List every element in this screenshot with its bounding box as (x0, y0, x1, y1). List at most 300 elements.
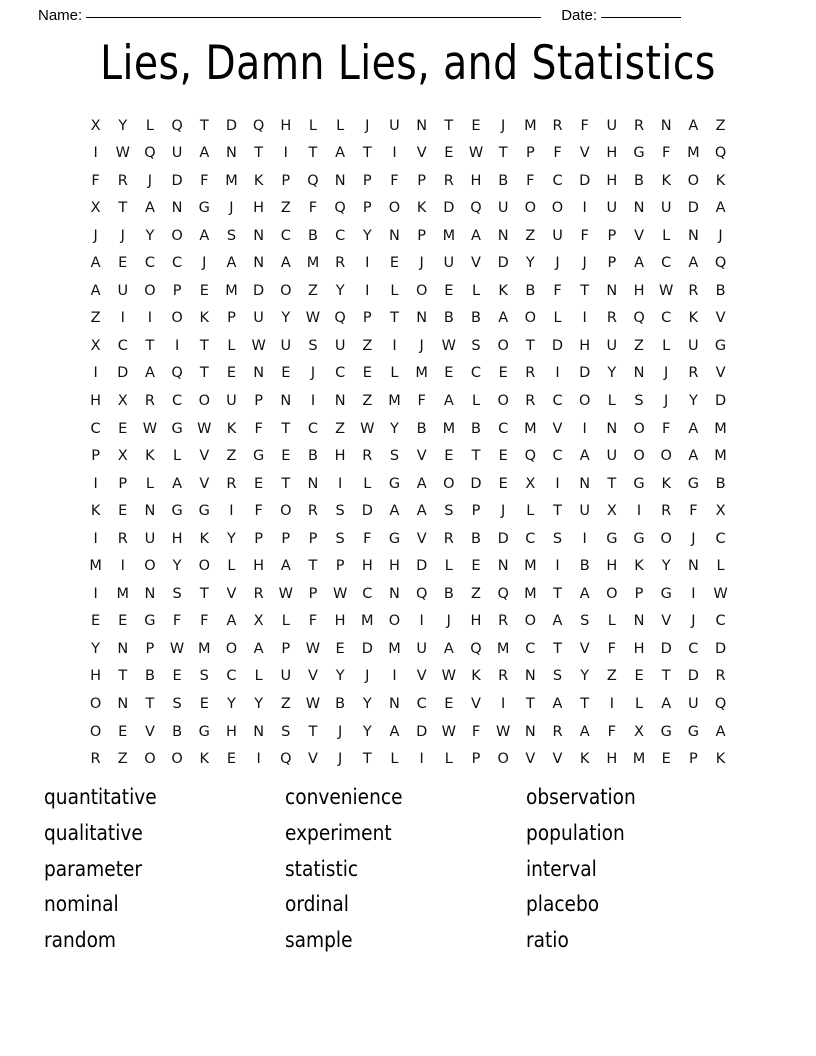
grid-letter[interactable]: K (199, 751, 210, 768)
grid-letter[interactable]: I (636, 503, 642, 520)
grid-letter[interactable]: F (254, 420, 263, 437)
grid-letter[interactable]: Z (362, 392, 373, 409)
grid-letter[interactable]: C (280, 227, 291, 244)
grid-letter[interactable]: D (551, 337, 564, 354)
grid-letter[interactable]: S (389, 448, 400, 465)
grid-letter[interactable]: I (310, 392, 316, 409)
grid-letter[interactable]: W (169, 640, 185, 657)
grid-letter[interactable]: N (633, 613, 645, 630)
grid-letter[interactable]: V (471, 696, 481, 712)
grid-letter[interactable]: A (552, 696, 563, 712)
grid-letter[interactable]: Z (715, 117, 726, 134)
grid-letter[interactable]: L (308, 117, 317, 134)
grid-letter[interactable]: V (552, 420, 563, 437)
grid-letter[interactable]: S (335, 530, 345, 547)
grid-letter[interactable]: E (444, 696, 454, 712)
grid-letter[interactable]: I (582, 200, 587, 217)
grid-letter[interactable]: L (390, 365, 399, 382)
grid-letter[interactable]: L (607, 392, 616, 409)
grid-letter[interactable]: E (226, 751, 237, 768)
grid-letter[interactable]: G (144, 613, 156, 630)
grid-letter[interactable]: E (172, 668, 182, 685)
grid-letter[interactable]: U (497, 200, 509, 217)
grid-letter[interactable]: Q (714, 255, 727, 272)
grid-letter[interactable]: Z (634, 337, 644, 354)
grid-letter[interactable]: Y (227, 530, 236, 547)
grid-letter[interactable]: N (579, 475, 591, 492)
grid-letter[interactable]: I (93, 530, 98, 547)
grid-letter[interactable]: P (254, 530, 263, 547)
grid-letter[interactable]: C (117, 337, 128, 354)
grid-letter[interactable]: I (147, 310, 153, 327)
grid-letter[interactable]: R (688, 365, 699, 382)
grid-letter[interactable]: Q (144, 145, 156, 162)
grid-letter[interactable]: D (253, 282, 265, 299)
grid-letter[interactable]: Z (280, 696, 291, 712)
grid-letter[interactable]: J (446, 613, 451, 630)
grid-letter[interactable]: E (281, 365, 291, 382)
word-list-item[interactable]: placebo (526, 892, 600, 918)
grid-letter[interactable]: A (389, 723, 400, 740)
grid-letter[interactable]: G (252, 448, 265, 465)
grid-letter[interactable]: I (555, 558, 560, 575)
grid-letter[interactable]: P (227, 310, 236, 327)
grid-letter[interactable]: A (688, 420, 699, 437)
grid-letter[interactable]: L (444, 558, 453, 575)
grid-letter[interactable]: X (606, 503, 617, 520)
grid-letter[interactable]: N (253, 227, 265, 244)
grid-letter[interactable]: K (661, 475, 671, 492)
grid-letter[interactable]: J (147, 172, 153, 189)
grid-letter[interactable]: Y (688, 392, 698, 409)
grid-letter[interactable]: H (280, 117, 292, 134)
grid-letter[interactable]: R (661, 503, 672, 520)
grid-letter[interactable]: S (471, 337, 481, 354)
grid-letter[interactable]: C (715, 530, 726, 547)
grid-letter[interactable]: R (525, 392, 536, 409)
grid-letter[interactable]: R (498, 613, 509, 630)
grid-letter[interactable]: T (308, 723, 318, 740)
grid-letter[interactable]: Z (471, 585, 481, 602)
grid-letter[interactable]: F (254, 503, 263, 520)
grid-letter[interactable]: V (308, 668, 318, 685)
grid-letter[interactable]: M (632, 751, 646, 768)
grid-letter[interactable]: Z (307, 282, 318, 299)
grid-letter[interactable]: N (633, 200, 645, 217)
word-list-item[interactable]: interval (526, 856, 597, 882)
grid-letter[interactable]: B (579, 558, 590, 575)
grid-letter[interactable]: F (662, 145, 671, 162)
grid-letter[interactable]: N (524, 668, 536, 685)
grid-letter[interactable]: Q (334, 200, 346, 217)
grid-letter[interactable]: O (144, 558, 156, 575)
grid-letter[interactable]: A (389, 503, 400, 520)
grid-letter[interactable]: U (552, 227, 563, 244)
grid-letter[interactable]: A (552, 613, 563, 630)
grid-letter[interactable]: B (715, 282, 726, 299)
word-list-item[interactable]: ordinal (285, 892, 349, 918)
grid-letter[interactable]: X (90, 337, 101, 354)
grid-letter[interactable]: E (444, 448, 454, 465)
grid-letter[interactable]: T (390, 310, 399, 327)
grid-letter[interactable]: R (443, 172, 454, 189)
grid-letter[interactable]: R (335, 255, 346, 272)
grid-letter[interactable]: J (337, 751, 343, 768)
grid-letter[interactable]: M (89, 558, 102, 575)
grid-letter[interactable]: E (498, 448, 508, 465)
grid-letter[interactable]: M (116, 585, 130, 602)
grid-letter[interactable]: P (607, 227, 617, 244)
grid-letter[interactable]: I (93, 585, 98, 602)
grid-letter[interactable]: A (443, 640, 454, 657)
grid-letter[interactable]: U (171, 145, 183, 162)
grid-letter[interactable]: E (471, 117, 481, 134)
grid-letter[interactable]: G (198, 200, 210, 217)
grid-letter[interactable]: I (555, 365, 560, 382)
grid-letter[interactable]: A (715, 723, 726, 740)
grid-letter[interactable]: A (443, 392, 454, 409)
grid-letter[interactable]: P (417, 172, 427, 189)
grid-letter[interactable]: O (497, 392, 509, 409)
grid-letter[interactable]: Y (390, 420, 399, 437)
grid-letter[interactable]: T (281, 420, 291, 437)
grid-letter[interactable]: I (582, 530, 587, 547)
grid-letter[interactable]: Q (470, 640, 482, 657)
grid-letter[interactable]: A (715, 200, 726, 217)
grid-letter[interactable]: C (172, 255, 183, 272)
grid-letter[interactable]: R (688, 282, 699, 299)
grid-letter[interactable]: G (633, 530, 645, 547)
grid-letter[interactable]: N (253, 365, 265, 382)
grid-letter[interactable]: S (634, 392, 644, 409)
grid-letter[interactable]: V (416, 668, 427, 685)
grid-letter[interactable]: A (416, 475, 427, 492)
grid-letter[interactable]: D (579, 172, 591, 189)
grid-letter[interactable]: N (389, 227, 400, 244)
grid-letter[interactable]: E (118, 503, 128, 520)
grid-letter[interactable]: F (526, 172, 535, 189)
grid-letter[interactable]: M (361, 613, 374, 630)
grid-letter[interactable]: E (444, 365, 454, 382)
grid-letter[interactable]: O (551, 200, 564, 217)
grid-letter[interactable]: A (579, 723, 590, 740)
grid-letter[interactable]: H (90, 392, 102, 409)
grid-letter[interactable]: C (144, 255, 155, 272)
grid-letter[interactable]: U (688, 337, 699, 354)
grid-letter[interactable]: U (280, 337, 292, 354)
grid-letter[interactable]: H (633, 640, 645, 657)
grid-letter[interactable]: F (363, 530, 372, 547)
grid-letter[interactable]: N (606, 282, 618, 299)
grid-letter[interactable]: C (498, 420, 509, 437)
grid-letter[interactable]: L (390, 282, 399, 299)
grid-letter[interactable]: M (442, 420, 456, 437)
grid-letter[interactable]: N (226, 145, 237, 162)
grid-letter[interactable]: U (443, 255, 455, 272)
grid-letter[interactable]: L (363, 475, 372, 492)
grid-letter[interactable]: N (171, 200, 183, 217)
grid-letter[interactable]: Q (252, 117, 265, 134)
grid-letter[interactable]: Q (171, 365, 183, 382)
grid-letter[interactable]: N (524, 723, 536, 740)
grid-letter[interactable]: K (253, 172, 264, 189)
grid-letter[interactable]: G (633, 475, 645, 492)
grid-letter[interactable]: J (501, 117, 506, 134)
grid-letter[interactable]: T (281, 475, 291, 492)
grid-letter[interactable]: S (580, 613, 590, 630)
grid-letter[interactable]: V (416, 145, 427, 162)
grid-letter[interactable]: T (580, 696, 590, 712)
grid-letter[interactable]: Q (470, 200, 482, 217)
grid-letter[interactable]: T (199, 117, 209, 134)
grid-letter[interactable]: K (471, 668, 481, 685)
grid-letter[interactable]: Y (145, 227, 155, 244)
grid-letter[interactable]: M (714, 448, 727, 465)
grid-letter[interactable]: T (498, 145, 508, 162)
grid-letter[interactable]: N (389, 696, 400, 712)
grid-letter[interactable]: V (552, 751, 563, 768)
grid-letter[interactable]: Y (525, 255, 535, 272)
word-list-item[interactable]: convenience (285, 785, 403, 810)
grid-letter[interactable]: T (362, 751, 372, 768)
grid-letter[interactable]: F (417, 392, 426, 409)
grid-letter[interactable]: E (444, 145, 454, 162)
grid-letter[interactable]: Y (118, 117, 128, 134)
grid-letter[interactable]: J (664, 392, 669, 409)
grid-letter[interactable]: A (226, 613, 237, 630)
grid-letter[interactable]: A (498, 310, 509, 327)
grid-letter[interactable]: R (552, 117, 563, 134)
grid-letter[interactable]: T (199, 365, 209, 382)
grid-letter[interactable]: B (634, 172, 644, 189)
grid-letter[interactable]: M (496, 640, 510, 657)
grid-letter[interactable]: A (199, 145, 210, 162)
grid-letter[interactable]: S (444, 503, 454, 520)
grid-letter[interactable]: R (226, 475, 237, 492)
grid-letter[interactable]: T (118, 200, 128, 217)
grid-letter[interactable]: C (715, 613, 726, 630)
grid-letter[interactable]: L (444, 751, 453, 768)
grid-letter[interactable]: N (389, 585, 400, 602)
grid-letter[interactable]: G (714, 337, 727, 354)
grid-letter[interactable]: D (470, 475, 482, 492)
grid-letter[interactable]: E (254, 475, 264, 492)
grid-letter[interactable]: M (524, 420, 537, 437)
grid-letter[interactable]: T (661, 668, 671, 685)
grid-letter[interactable]: P (634, 585, 644, 602)
grid-letter[interactable]: B (307, 448, 318, 465)
grid-letter[interactable]: X (90, 117, 101, 134)
grid-letter[interactable]: Q (334, 310, 346, 327)
grid-letter[interactable]: Q (524, 448, 537, 465)
grid-letter[interactable]: L (336, 117, 345, 134)
grid-letter[interactable]: B (471, 420, 481, 437)
grid-letter[interactable]: C (552, 392, 563, 409)
grid-letter[interactable]: Z (226, 448, 237, 465)
word-list-item[interactable]: ratio (526, 928, 569, 954)
grid-letter[interactable]: I (283, 145, 288, 162)
grid-letter[interactable]: A (335, 145, 346, 162)
grid-letter[interactable]: P (254, 392, 263, 409)
grid-letter[interactable]: O (660, 530, 672, 547)
grid-letter[interactable]: K (579, 751, 590, 768)
grid-letter[interactable]: V (471, 255, 481, 272)
grid-letter[interactable]: U (579, 503, 590, 520)
grid-letter[interactable]: P (281, 640, 291, 657)
grid-letter[interactable]: R (253, 585, 264, 602)
grid-letter[interactable]: Q (497, 585, 509, 602)
grid-letter[interactable]: L (254, 668, 263, 685)
grid-letter[interactable]: A (172, 475, 183, 492)
grid-letter[interactable]: S (552, 530, 563, 547)
grid-letter[interactable]: I (419, 613, 424, 630)
word-list-item[interactable]: observation (526, 785, 636, 810)
grid-letter[interactable]: T (444, 117, 454, 134)
grid-letter[interactable]: V (226, 585, 237, 602)
word-list-item[interactable]: random (44, 928, 117, 954)
grid-letter[interactable]: M (415, 365, 428, 382)
grid-letter[interactable]: Z (525, 227, 536, 244)
grid-letter[interactable]: C (226, 668, 237, 685)
grid-letter[interactable]: O (443, 475, 455, 492)
grid-letter[interactable]: X (253, 613, 264, 630)
grid-letter[interactable]: M (714, 420, 727, 437)
grid-letter[interactable]: I (582, 420, 587, 437)
grid-letter[interactable]: I (229, 503, 234, 520)
grid-letter[interactable]: M (388, 392, 401, 409)
grid-letter[interactable]: A (90, 282, 101, 299)
grid-letter[interactable]: R (715, 668, 726, 685)
grid-letter[interactable]: U (144, 530, 156, 547)
grid-letter[interactable]: O (524, 310, 537, 327)
grid-letter[interactable]: C (90, 420, 101, 437)
grid-letter[interactable]: R (525, 365, 536, 382)
grid-letter[interactable]: P (362, 200, 372, 217)
grid-letter[interactable]: R (552, 723, 563, 740)
grid-letter[interactable]: E (118, 255, 128, 272)
grid-letter[interactable]: N (687, 227, 699, 244)
grid-letter[interactable]: F (471, 723, 481, 740)
grid-letter[interactable]: Y (362, 227, 372, 244)
grid-letter[interactable]: H (90, 668, 102, 685)
grid-letter[interactable]: A (280, 255, 291, 272)
grid-letter[interactable]: V (715, 310, 726, 327)
grid-letter[interactable]: K (90, 503, 101, 520)
grid-letter[interactable]: F (172, 613, 182, 630)
grid-letter[interactable]: C (525, 530, 536, 547)
grid-letter[interactable]: F (607, 723, 617, 740)
grid-letter[interactable]: B (443, 310, 454, 327)
grid-letter[interactable]: R (498, 668, 509, 685)
grid-letter[interactable]: J (555, 255, 560, 272)
grid-letter[interactable]: G (388, 475, 401, 492)
grid-letter[interactable]: O (660, 448, 672, 465)
grid-letter[interactable]: W (713, 585, 728, 602)
grid-letter[interactable]: E (199, 282, 209, 299)
grid-letter[interactable]: P (417, 227, 427, 244)
grid-letter[interactable]: W (251, 337, 266, 354)
grid-letter[interactable]: I (582, 310, 587, 327)
grid-letter[interactable]: U (226, 392, 237, 409)
grid-letter[interactable]: O (497, 751, 509, 768)
grid-letter[interactable]: O (280, 282, 292, 299)
grid-letter[interactable]: P (525, 145, 535, 162)
grid-letter[interactable]: J (310, 365, 316, 382)
grid-letter[interactable]: L (662, 337, 671, 354)
word-list-item[interactable]: qualitative (44, 820, 143, 846)
grid-letter[interactable]: O (144, 751, 156, 768)
grid-letter[interactable]: U (606, 117, 618, 134)
grid-letter[interactable]: N (144, 585, 156, 602)
name-write-line[interactable] (86, 16, 541, 18)
grid-letter[interactable]: E (199, 696, 209, 712)
grid-letter[interactable]: F (689, 503, 698, 520)
grid-letter[interactable]: X (715, 503, 726, 520)
grid-letter[interactable]: P (471, 751, 481, 768)
grid-letter[interactable]: V (416, 530, 427, 547)
grid-letter[interactable]: S (552, 668, 563, 685)
grid-letter[interactable]: F (580, 227, 589, 244)
grid-letter[interactable]: C (552, 172, 563, 189)
grid-letter[interactable]: O (89, 696, 102, 712)
grid-letter[interactable]: S (172, 585, 182, 602)
grid-letter[interactable]: E (362, 365, 372, 382)
grid-letter[interactable]: D (714, 392, 727, 409)
grid-letter[interactable]: C (335, 227, 346, 244)
grid-letter[interactable]: I (337, 475, 343, 492)
grid-letter[interactable]: D (361, 503, 373, 520)
grid-letter[interactable]: T (145, 696, 155, 712)
grid-letter[interactable]: E (335, 640, 345, 657)
grid-letter[interactable]: H (389, 558, 400, 575)
grid-letter[interactable]: O (606, 585, 618, 602)
grid-letter[interactable]: H (470, 172, 482, 189)
grid-letter[interactable]: T (308, 558, 318, 575)
grid-letter[interactable]: P (607, 255, 617, 272)
grid-letter[interactable]: H (171, 530, 183, 547)
grid-letter[interactable]: C (416, 696, 427, 712)
grid-letter[interactable]: N (334, 172, 346, 189)
grid-letter[interactable]: D (117, 365, 129, 382)
grid-letter[interactable]: L (471, 392, 481, 409)
grid-letter[interactable]: E (634, 668, 644, 685)
grid-letter[interactable]: L (716, 558, 725, 575)
grid-letter[interactable]: A (199, 227, 210, 244)
grid-letter[interactable]: R (307, 503, 318, 520)
grid-letter[interactable]: A (688, 255, 699, 272)
grid-letter[interactable]: F (308, 613, 318, 630)
grid-letter[interactable]: S (226, 227, 237, 244)
grid-letter[interactable]: P (362, 310, 372, 327)
grid-letter[interactable]: N (280, 392, 292, 409)
grid-letter[interactable]: K (226, 420, 237, 437)
grid-letter[interactable]: F (662, 420, 671, 437)
grid-letter[interactable]: N (416, 117, 428, 134)
grid-letter[interactable]: W (468, 145, 484, 162)
grid-letter[interactable]: K (498, 282, 508, 299)
grid-letter[interactable]: J (202, 255, 207, 272)
grid-letter[interactable]: M (524, 117, 537, 134)
grid-letter[interactable]: L (390, 751, 399, 768)
grid-letter[interactable]: L (634, 696, 644, 712)
grid-letter[interactable]: T (308, 145, 318, 162)
grid-letter[interactable]: J (229, 200, 234, 217)
grid-letter[interactable]: D (660, 640, 672, 657)
grid-letter[interactable]: K (199, 310, 210, 327)
grid-letter[interactable]: D (687, 200, 699, 217)
grid-letter[interactable]: C (172, 392, 183, 409)
grid-letter[interactable]: V (144, 723, 155, 740)
